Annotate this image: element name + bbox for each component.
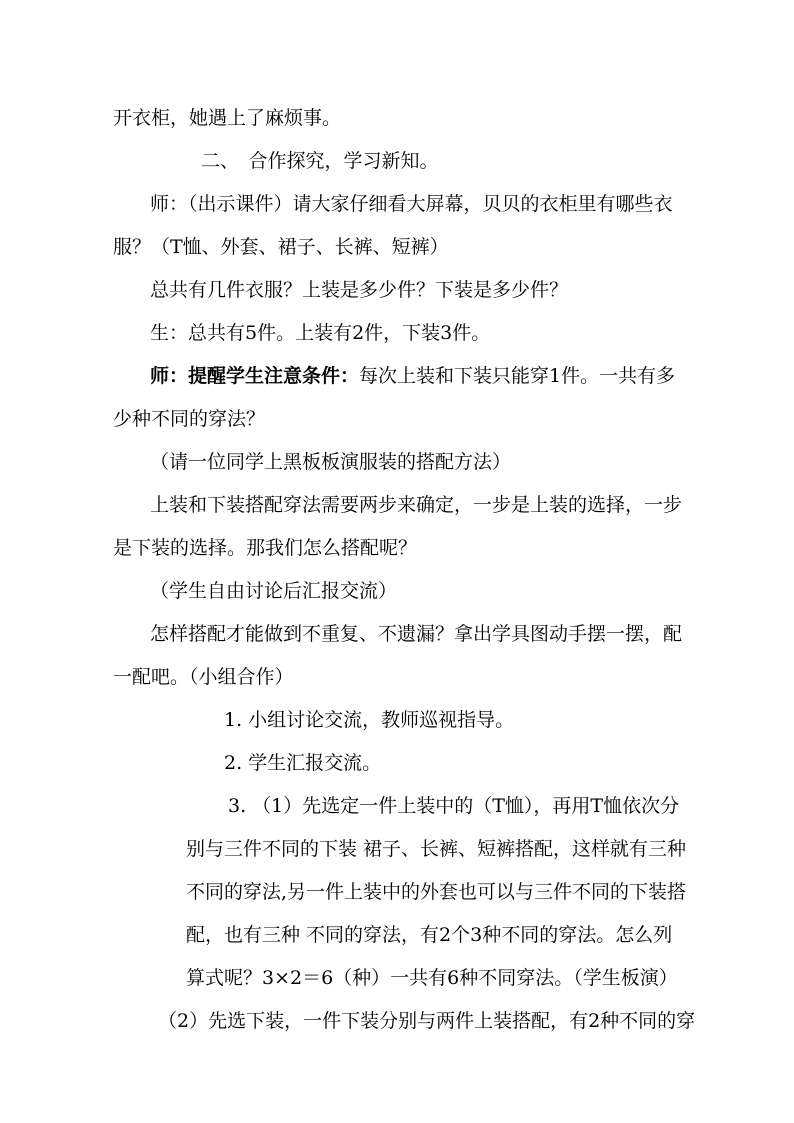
text-line: 不同的穿法,另一件上装中的外套也可以与三件不同的下装搭: [186, 881, 687, 903]
text-line: （请一位同学上黑板板演服装的搭配方法）: [150, 451, 512, 473]
text-line: 师：（出示课件）请大家仔细看大屏幕，贝贝的衣柜里有哪些衣: [150, 193, 673, 215]
text-line: 总共有几件衣服？上装是多少件？下装是多少件？: [150, 279, 569, 301]
text-line: 生：总共有5件。上装有2件，下装3件。: [150, 322, 491, 344]
list-item: 1. 小组讨论交流，教师巡视指导。: [224, 709, 515, 731]
text-line: 别与三件不同的下装 裙子、长裤、短裤搭配，这样就有三种: [186, 838, 687, 860]
text-line: 一配吧。（小组合作）: [113, 666, 294, 688]
text-line: [150, 364, 675, 388]
text-line: （学生自由讨论后汇报交流）: [150, 580, 398, 602]
section-heading: 二、 合作探究，学习新知。: [201, 150, 439, 172]
list-item: 2. 学生汇报交流。: [224, 752, 382, 774]
text-span: 每次上装和下装只能穿1件。一共有多: [359, 365, 676, 387]
text-line: 少种不同的穿法？: [113, 408, 266, 430]
list-item: 3. （1）先选定一件上装中的（T恤），再用T恤依次分: [228, 795, 680, 817]
text-line: 是下装的选择。那我们怎么搭配呢？: [113, 537, 418, 559]
text-line: 算式呢？3×2＝6（种）一共有6种不同穿法。（学生板演）: [186, 967, 678, 989]
text-line: 配，也有三种 不同的穿法，有2个3种不同的穿法。怎么列: [186, 924, 673, 946]
text-line: 开衣柜，她遇上了麻烦事。: [113, 107, 342, 129]
text-line: （2）先选下装，一件下装分别与两件上装搭配，有2种不同的穿: [158, 1010, 696, 1032]
text-line: 上装和下装搭配穿法需要两步来确定，一步是上装的选择，一步: [150, 494, 683, 516]
text-line: 怎样搭配才能做到不重复、不遗漏？拿出学具图动手摆一摆，配: [150, 623, 683, 645]
text-line: 服？（T恤、外套、裙子、长裤、短裤）: [113, 236, 449, 258]
bold-label: 师：提醒学生注意条件：: [150, 365, 360, 387]
